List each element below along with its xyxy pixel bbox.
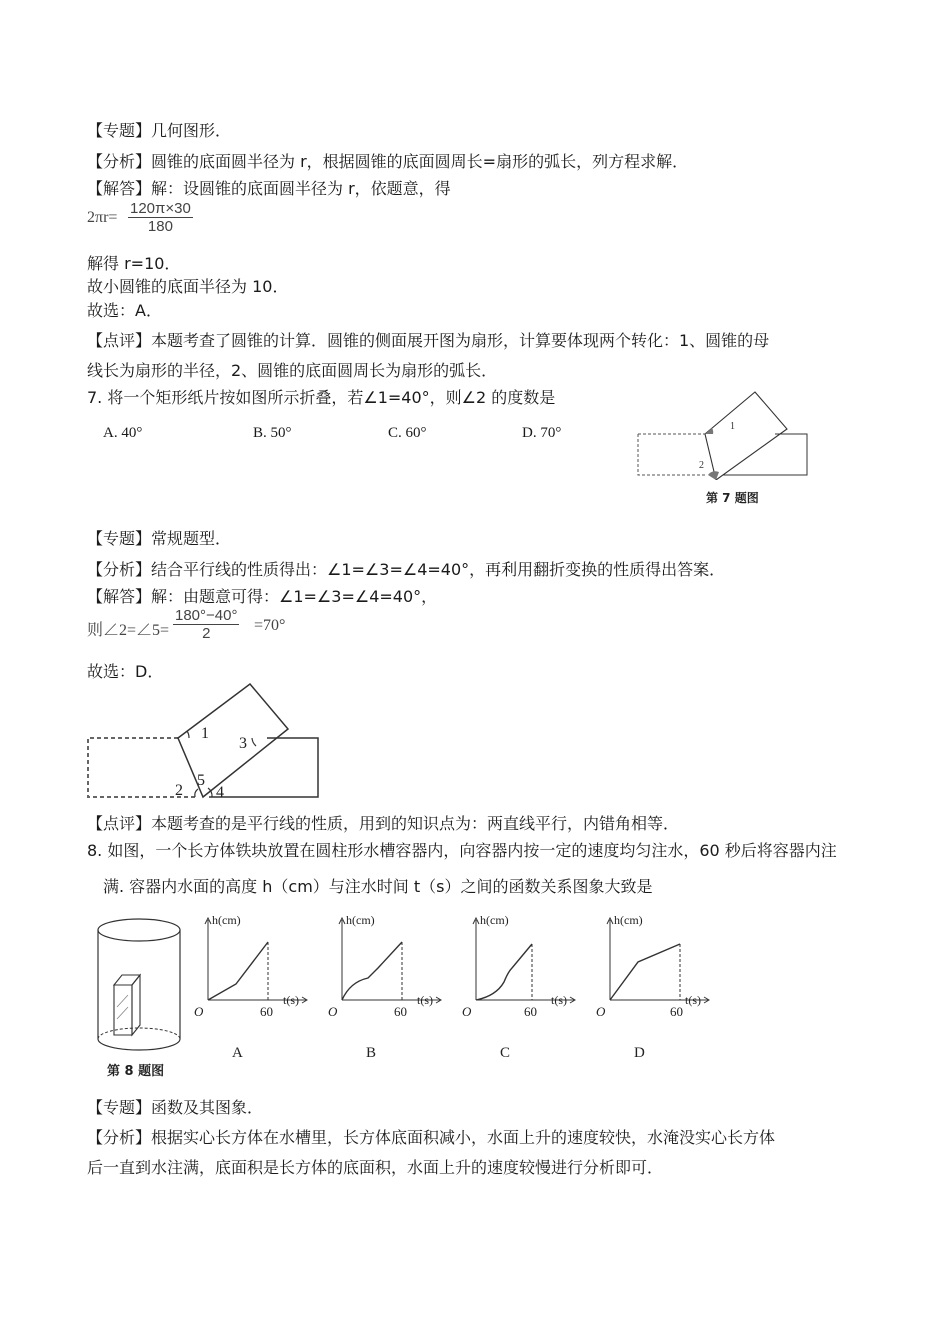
q8-graph-d xyxy=(590,912,714,1022)
q8-container-figure xyxy=(92,915,186,1055)
graph-a-letter: A xyxy=(232,1045,243,1061)
q8-analysis-line1: 【分析】根据实心长方体在水槽里，长方体底面积减小，水面上升的速度较快，水淹没实心长方体 xyxy=(87,1128,776,1147)
graph-b-xlabel: t(s) xyxy=(417,993,433,1007)
q8-topic: 【专题】函数及其图象． xyxy=(87,1098,264,1117)
graph-d-origin: O xyxy=(596,1004,606,1019)
q6-solved: 解得 r=10． xyxy=(87,254,181,273)
graph-d-letter: D xyxy=(634,1045,645,1061)
q7-analysis: 【分析】结合平行线的性质得出：∠1=∠3=∠4=40°，再利用翻折变换的性质得出答案． xyxy=(87,560,726,579)
graph-a-tick: 60 xyxy=(260,1004,273,1019)
q7-eq-right: =70° xyxy=(254,617,286,634)
q7-question: 7. 将一个矩形纸片按如图所示折叠，若∠1=40°，则∠2 的度数是 xyxy=(87,388,556,407)
q6-choice: 故选：A． xyxy=(87,301,162,320)
q8-analysis-line2: 后一直到水注满，底面积是长方体的底面积，水面上升的速度较慢进行分析即可． xyxy=(87,1158,664,1177)
graph-d-ylabel: h(cm) xyxy=(614,913,643,927)
q6-solution: 【解答】解：设圆锥的底面圆半径为 r，依题意，得 xyxy=(87,179,451,198)
q6-comment-line1: 【点评】本题考查了圆锥的计算．圆锥的侧面展开图为扇形，计算要体现两个转化：1、圆锥的母 xyxy=(87,331,770,350)
q6-analysis: 【分析】圆锥的底面圆半径为 r，根据圆锥的底面圆周长=扇形的弧长，列方程求解． xyxy=(87,152,689,171)
q7-option-d: D. 70° xyxy=(522,425,562,441)
q8-figure-caption: 第 8 题图 xyxy=(107,1064,165,1079)
q8-graph-b xyxy=(322,912,446,1022)
q7-label-2: 2 xyxy=(175,782,183,799)
q7-large-figure xyxy=(85,680,325,804)
q6-topic: 【专题】几何图形． xyxy=(87,121,232,140)
graph-c-ylabel: h(cm) xyxy=(480,913,509,927)
q6-eq-left: 2πr= xyxy=(87,209,118,226)
graph-a-origin: O xyxy=(194,1004,204,1019)
q7-solution: 【解答】解：由题意可得：∠1=∠3=∠4=40°， xyxy=(87,587,438,606)
q7-option-c: C. 60° xyxy=(388,425,427,441)
q8-graph-a xyxy=(188,912,312,1022)
q6-eq-numerator: 120π×30 xyxy=(130,200,191,217)
q6-conclusion: 故小圆锥的底面半径为 10． xyxy=(87,277,289,296)
q7-label-3: 3 xyxy=(239,735,247,752)
q8-graph-c xyxy=(456,912,580,1022)
q7-eq-left: 则∠2=∠5= xyxy=(87,622,170,639)
q6-eq-denominator: 180 xyxy=(147,218,173,235)
graph-c-origin: O xyxy=(462,1004,472,1019)
q7-figure-caption: 第 7 题图 xyxy=(706,491,759,505)
q7-small-figure xyxy=(635,388,813,480)
graph-d-tick: 60 xyxy=(670,1004,683,1019)
graph-b-origin: O xyxy=(328,1004,338,1019)
q7-small-label-2: 2 xyxy=(699,460,704,471)
q6-comment-line2: 线长为扇形的半径，2、圆锥的底面圆周长为扇形的弧长． xyxy=(87,361,498,380)
graph-a-xlabel: t(s) xyxy=(283,993,299,1007)
q7-topic: 【专题】常规题型． xyxy=(87,529,232,548)
graph-b-tick: 60 xyxy=(394,1004,407,1019)
graph-c-tick: 60 xyxy=(524,1004,537,1019)
q7-choice: 故选：D． xyxy=(87,662,164,681)
q7-eq-fraction xyxy=(173,607,239,642)
q7-comment: 【点评】本题考查的是平行线的性质，用到的知识点为：两直线平行，内错角相等． xyxy=(87,814,680,833)
q7-label-4: 4 xyxy=(216,784,224,801)
q7-label-5: 5 xyxy=(197,772,205,789)
graph-c-xlabel: t(s) xyxy=(551,993,567,1007)
q7-label-1: 1 xyxy=(201,725,209,742)
q8-question-line1: 8. 如图，一个长方体铁块放置在圆柱形水槽容器内，向容器内按一定的速度均匀注水，60 秒后将容器内注 xyxy=(87,841,837,860)
graph-d-xlabel: t(s) xyxy=(685,993,701,1007)
q7-option-a: A. 40° xyxy=(103,425,143,441)
graph-b-letter: B xyxy=(366,1045,377,1061)
graph-b-ylabel: h(cm) xyxy=(346,913,375,927)
q8-question-line2: 满. 容器内水面的高度 h（cm）与注水时间 t（s）之间的函数关系图象大致是 xyxy=(103,877,653,896)
q7-option-b: B. 50° xyxy=(253,425,292,441)
q7-eq-denominator: 2 xyxy=(202,625,211,642)
q7-eq-numerator: 180°−40° xyxy=(175,607,238,624)
q6-eq-fraction xyxy=(128,200,193,235)
graph-c-letter: C xyxy=(500,1045,511,1061)
graph-a-ylabel: h(cm) xyxy=(212,913,241,927)
q7-small-label-1: 1 xyxy=(730,421,735,432)
